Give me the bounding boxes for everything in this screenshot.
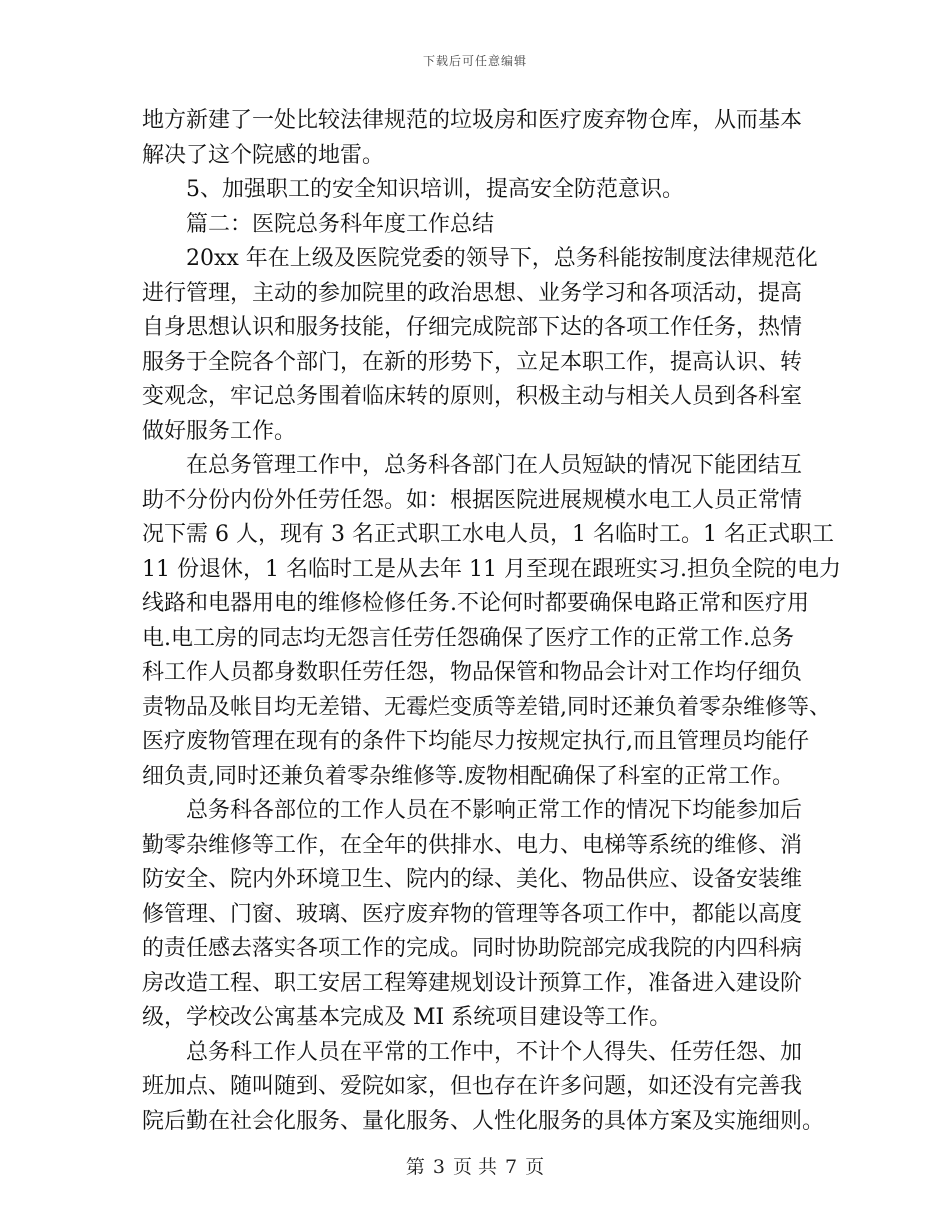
text-line: 在总务管理工作中，总务科各部门在人员短缺的情况下能团结互 [186, 453, 803, 478]
footer-middle: 页 共 [452, 1156, 498, 1178]
page-total: 7 [505, 1156, 518, 1178]
text-line: 线路和电器用电的维修检修任务.不论何时都要确保电路正常和医疗用 [142, 591, 809, 616]
text-line: 20xx 年在上级及医院党委的领导下，总务科能按制度法律规范化 [186, 246, 818, 271]
footer-prefix: 第 [405, 1156, 425, 1178]
text-line: 服务于全院各个部门，在新的形势下，立足本职工作，提高认识、转 [142, 349, 803, 375]
text-line: 院后勤在社会化服务、量化服务、人性化服务的具体方案及实施细则。 [142, 1108, 825, 1134]
section-title: 篇二：医院总务科年度工作总结 [186, 211, 495, 237]
text-line: 11 份退休，1 名临时工是从去年 11 月至现在跟班实习.担负全院的电力 [142, 556, 841, 582]
text-line: 医疗废物管理在现有的条件下均能尽力按规定执行,而且管理员均能仔 [142, 729, 809, 754]
text-line: 总务科工作人员在平常的工作中，不计个人得失、任劳任怨、加 [186, 1039, 803, 1065]
text-line: 科工作人员都身数职任劳任怨，物品保管和物品会计对工作均仔细负 [142, 660, 803, 685]
text-line: 电.电工房的同志均无怨言任劳任怨确保了医疗工作的正常工作.总务 [142, 625, 794, 651]
page-header: 下载后可任意编辑 [422, 54, 527, 68]
text-line: 变观念，牢记总务围着临床转的原则，积极主动与相关人员到各科室 [142, 384, 803, 409]
text-line: 修管理、门窗、玻璃、医疗废弃物的管理等各项工作中，都能以高度 [142, 901, 803, 927]
text-line: 细负责,同时还兼负着零杂维修等.废物相配确保了科室的正常工作。 [142, 763, 794, 789]
text-line: 勤零杂维修等工作，在全年的供排水、电力、电梯等系统的维修、消 [142, 832, 803, 858]
text-line: 做好服务工作。 [142, 418, 297, 444]
text-line: 防安全、院内外环境卫生、院内的绿、美化、物品供应、设备安装维 [142, 867, 803, 892]
text-line: 自身思想认识和服务技能，仔细完成院部下达的各项工作任务，热情 [142, 315, 803, 340]
text-line: 班加点、随叫随到、爱院如家，但也存在许多问题，如还没有完善我 [142, 1074, 803, 1099]
page-number: 3 [432, 1156, 445, 1178]
text-line: 总务科各部位的工作人员在不影响正常工作的情况下均能参加后 [186, 798, 803, 823]
text-line: 级，学校改公寓基本完成及 MI 系统项目建设等工作。 [142, 1005, 672, 1030]
text-line: 的责任感去落实各项工作的完成。同时协助院部完成我院的内四科病 [142, 936, 803, 961]
footer-suffix: 页 [525, 1156, 545, 1178]
text-line: 况下需 6 人，现有 3 名正式职工水电人员，1 名临时工。1 名正式职工 [142, 522, 834, 547]
page-footer [0, 1152, 950, 1179]
document-body [142, 104, 841, 1139]
text-line: 地方新建了一处比较法律规范的垃圾房和医疗废弃物仓库，从而基本 [142, 108, 803, 133]
text-line: 进行管理，主动的参加院里的政治思想、业务学习和各项活动，提高 [142, 280, 803, 306]
text-line: 房改造工程、职工安居工程筹建规划设计预算工作，准备进入建设阶 [142, 970, 803, 996]
text-line: 助不分份内份外任劳任怨。如：根据医院进展规模水电工人员正常情 [142, 487, 803, 513]
text-line: 解决了这个院感的地雷。 [142, 142, 385, 168]
list-item: 5、加强职工的安全知识培训，提高安全防范意识。 [186, 177, 684, 202]
text-line: 责物品及帐目均无差错、无霉烂变质等差错,同时还兼负着零杂维修等、 [142, 694, 831, 720]
